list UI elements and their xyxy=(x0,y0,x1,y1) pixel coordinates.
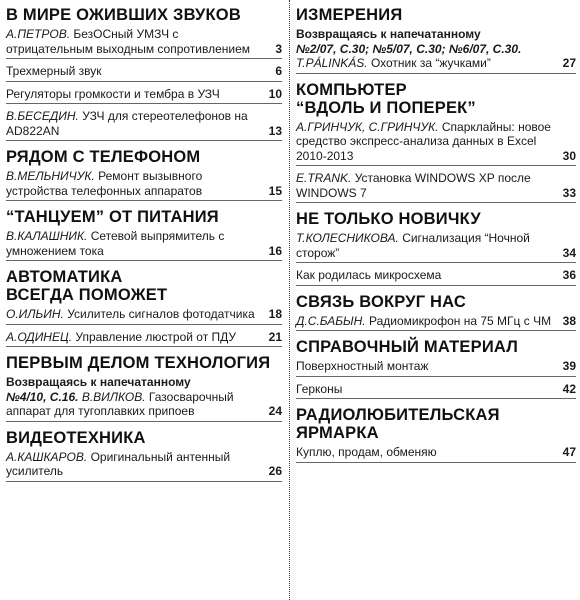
entry-title: Как родилась микросхема xyxy=(296,268,442,282)
toc-entry[interactable] xyxy=(296,445,576,463)
entry-author: А.ГРИНЧУК, С.ГРИНЧУК. xyxy=(296,119,439,134)
toc-section xyxy=(296,210,576,286)
page-number: 42 xyxy=(562,381,576,396)
left-column xyxy=(6,0,282,489)
reprint-note: №4/10, С.16. xyxy=(6,389,79,404)
entry-title: Газосварочный аппарат для тугоплавких припоев xyxy=(6,389,234,418)
toc-section xyxy=(296,406,576,463)
entry-author: О.ИЛЬИН. xyxy=(6,307,64,321)
page-number: 33 xyxy=(562,185,576,200)
toc-entry[interactable] xyxy=(296,359,576,377)
entry-author: В.ВИЛКОВ. xyxy=(81,389,146,404)
entry-title: Усилитель сигналов фотодатчика xyxy=(67,307,255,321)
toc-entry[interactable] xyxy=(6,307,282,325)
entry-title: БезОСный УМЗЧ с отрицательным выходным сопротивлением xyxy=(6,27,251,56)
entry-title: УЗЧ для стереотелефонов на AD822AN xyxy=(6,109,248,138)
entry-author: В.КАЛАШНИК. xyxy=(6,229,88,243)
section-title: ВИДЕОТЕХНИКА xyxy=(6,428,146,447)
toc-entry[interactable] xyxy=(296,231,576,263)
entry-author: Д.С.БАБЫН. xyxy=(296,313,366,328)
toc-entry[interactable] xyxy=(6,390,282,422)
reprint-note-lead: Возвращаясь к напечатанному xyxy=(6,375,191,389)
page-number: 34 xyxy=(562,245,576,260)
toc-entry[interactable] xyxy=(6,87,282,105)
page-number: 27 xyxy=(562,56,576,70)
toc-section xyxy=(296,6,576,74)
toc-section xyxy=(296,81,576,204)
column-divider xyxy=(289,0,290,600)
entry-title: Регуляторы громкости и тембра в УЗЧ xyxy=(6,86,220,101)
page-number: 16 xyxy=(268,243,282,258)
toc-section xyxy=(6,208,282,261)
section-title: РАДИОЛЮБИТЕЛЬСКАЯ ЯРМАРКА xyxy=(296,406,500,442)
toc-section xyxy=(6,6,282,141)
entry-author: T.PÁLINKÁS. xyxy=(296,56,368,70)
toc-section xyxy=(6,148,282,201)
reprint-note-lead: Возвращаясь к напечатанному xyxy=(296,27,481,41)
toc-entry[interactable] xyxy=(6,229,282,261)
toc-section xyxy=(296,293,576,332)
toc-entry[interactable] xyxy=(6,109,282,141)
toc-section xyxy=(296,338,576,399)
section-title: СПРАВОЧНЫЙ МАТЕРИАЛ xyxy=(296,338,518,356)
page-number: 15 xyxy=(268,183,282,198)
entry-title: Поверхностный монтаж xyxy=(296,359,429,373)
page-number: 24 xyxy=(268,404,282,418)
entry-title: Сетевой выпрямитель с умножением тока xyxy=(6,229,225,258)
section-title: “ТАНЦУЕМ” ОТ ПИТАНИЯ xyxy=(6,208,219,226)
page-number: 21 xyxy=(268,329,282,344)
section-title: АВТОМАТИКА ВСЕГДА ПОМОЖЕТ xyxy=(6,268,168,304)
reprint-note: №2/07, С.30; №5/07, С.30; №6/07, С.30. xyxy=(296,41,522,56)
entry-title: Сигнализация “Ночной сторож” xyxy=(296,231,530,260)
toc-entry[interactable] xyxy=(6,64,282,82)
toc-entry[interactable] xyxy=(296,314,576,332)
page-number: 30 xyxy=(562,148,576,163)
entry-title: Оригинальный антенный усилитель xyxy=(6,449,231,478)
toc-entry[interactable] xyxy=(6,27,282,59)
entry-author: E.TRANK. xyxy=(296,171,352,185)
page-number: 3 xyxy=(275,41,282,56)
page-number: 47 xyxy=(562,445,576,459)
page-number: 39 xyxy=(562,359,576,373)
entry-author: А.КАШКАРОВ. xyxy=(6,449,88,464)
page-number: 38 xyxy=(562,313,576,328)
toc-entry[interactable] xyxy=(6,169,282,201)
entry-title: Охотник за “жучками” xyxy=(370,56,491,70)
section-title: ИЗМЕРЕНИЯ xyxy=(296,6,403,24)
toc-entry[interactable] xyxy=(296,171,576,203)
entry-title: Трехмерный звук xyxy=(6,64,102,78)
section-title: СВЯЗЬ ВОКРУГ НАС xyxy=(296,292,466,311)
section-title: НЕ ТОЛЬКО НОВИЧКУ xyxy=(296,210,481,228)
page-number: 13 xyxy=(268,123,282,138)
page-number: 6 xyxy=(275,64,282,78)
page-number: 36 xyxy=(562,268,576,282)
entry-author: А.ПЕТРОВ. xyxy=(6,27,71,41)
toc-section xyxy=(6,268,282,347)
toc-section xyxy=(6,354,282,422)
page-number: 10 xyxy=(268,86,282,101)
toc-entry[interactable] xyxy=(296,382,576,400)
toc-entry[interactable] xyxy=(6,450,282,482)
right-column xyxy=(296,0,576,470)
entry-title: Установка WINDOWS XP после WINDOWS 7 xyxy=(296,171,531,200)
toc-section xyxy=(6,429,282,482)
entry-title: Герконы xyxy=(296,381,343,396)
entry-title: Радиомикрофон на 75 МГц с ЧМ xyxy=(369,313,552,328)
entry-title: Ремонт вызывного устройства телефонных аппаратов xyxy=(6,169,203,198)
toc-entry[interactable] xyxy=(296,120,576,167)
entry-author: В.БЕСЕДИН. xyxy=(6,109,79,123)
page-number: 18 xyxy=(268,307,282,321)
toc-entry[interactable] xyxy=(296,42,576,74)
section-title: В МИРЕ ОЖИВШИХ ЗВУКОВ xyxy=(6,6,241,24)
entry-author: А.ОДИНЕЦ. xyxy=(6,329,73,344)
section-title: ПЕРВЫМ ДЕЛОМ ТЕХНОЛОГИЯ xyxy=(6,354,271,372)
entry-title: Управление люстрой от ПДУ xyxy=(75,329,237,344)
entry-author: В.МЕЛЬНИЧУК. xyxy=(6,169,95,183)
page-number: 26 xyxy=(268,464,282,478)
entry-author: Т.КОЛЕСНИКОВА. xyxy=(296,231,399,245)
toc-entry[interactable] xyxy=(6,330,282,348)
section-title: КОМПЬЮТЕР “ВДОЛЬ И ПОПЕРЕК” xyxy=(296,80,476,117)
entry-title: Спарклайны: новое средство экспресс-анализа данных в Excel 2010-2013 xyxy=(296,119,551,163)
entry-title: Куплю, продам, обменяю xyxy=(296,445,437,459)
section-title: РЯДОМ С ТЕЛЕФОНОМ xyxy=(6,148,201,166)
toc-entry[interactable] xyxy=(296,268,576,286)
